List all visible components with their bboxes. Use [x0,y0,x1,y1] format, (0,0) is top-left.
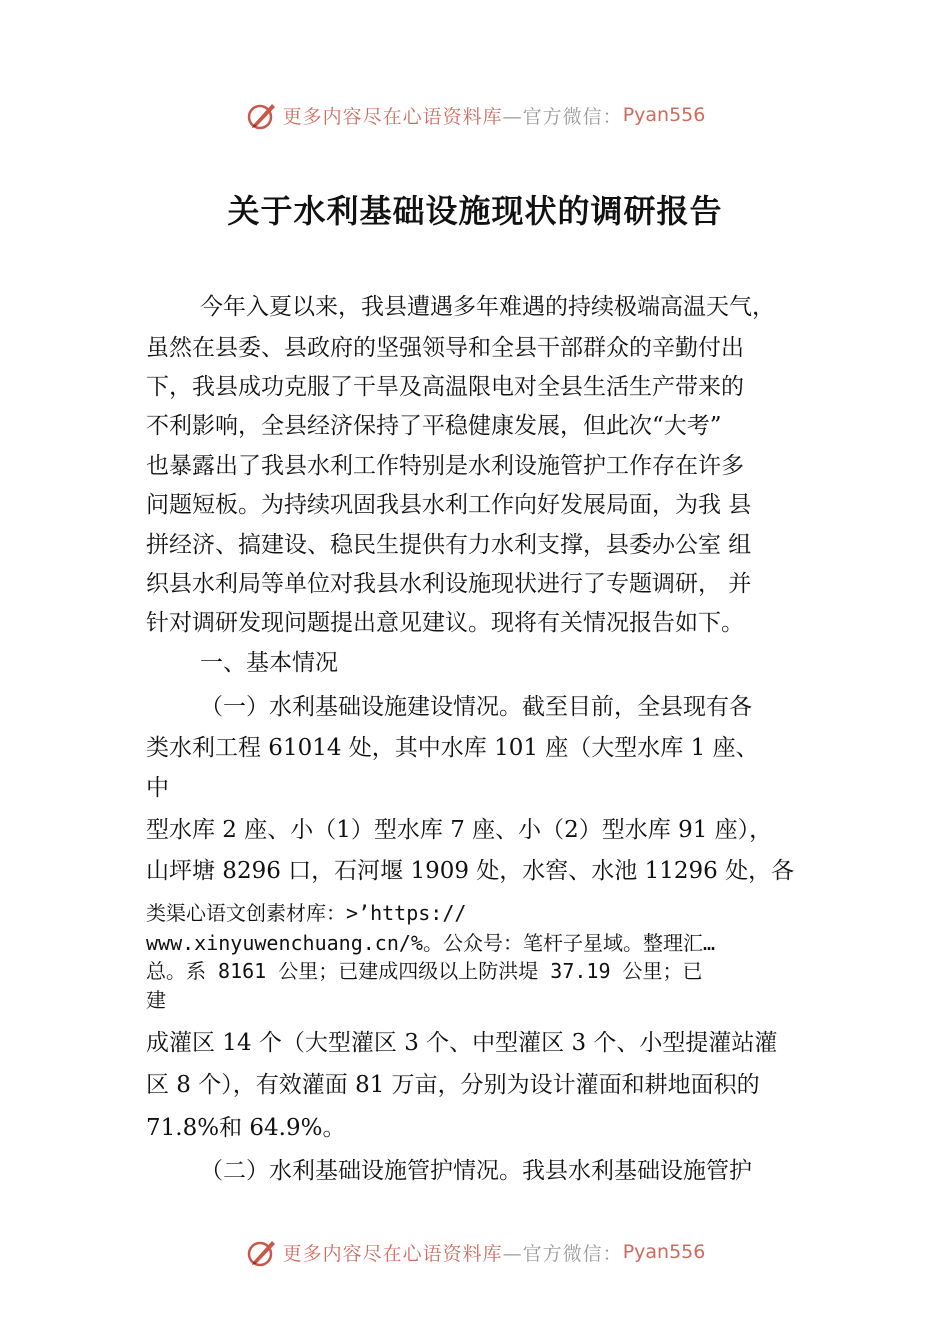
section-heading: 一、基本情况 [200,650,338,676]
header-watermark [0,95,950,135]
body-line: （一）水利基础设施建设情况。截至目前，全县现有各 [200,694,752,720]
footer-watermark [0,1232,950,1272]
body-line: 山坪塘 8296 口，石河堰 1909 处，水窖、水池 11296 处，各 [146,858,795,884]
body-line: 拼经济、搞建设、稳民生提供有力水利支撑，县委办公室 组 [146,532,752,558]
document-title: 关于水利基础设施现状的调研报告 [227,192,723,230]
body-line: 中 [146,775,169,801]
body-line: 型水库 2 座、小（1）型水库 7 座、小（2）型水库 91 座）， [146,817,773,843]
body-line: 总。系 8161 公里；已建成四级以上防洪堤 37.19 公里；已 [146,959,703,983]
body-line: 类渠心语文创素材库：>’https:// [146,901,467,925]
body-line: （二）水利基础设施管护情况。我县水利基础设施管护 [200,1158,752,1184]
watermark-wechat-id: Pyan556 [622,104,706,126]
body-line: 不利影响，全县经济保持了平稳健康发展，但此次“大考” [146,413,722,439]
body-line: 下，我县成功克服了干旱及高温限电对全县生活生产带来的 [146,374,744,400]
pen-logo-icon [245,1235,279,1269]
watermark-tail: —官方微信： [502,1242,623,1265]
body-line: 成灌区 14 个（大型灌区 3 个、中型灌区 3 个、小型提灌站灌 [146,1030,778,1056]
body-line: 区 8 个），有效灌面 81 万亩，分别为设计灌面和耕地面积的 [146,1072,760,1098]
watermark-tail: —官方微信： [502,105,623,128]
body-line: 71.8%和 64.9%。 [146,1115,346,1141]
body-line: 类水利工程 61014 处，其中水库 101 座（大型水库 1 座、 [146,735,759,761]
body-line: 问题短板。为持续巩固我县水利工作向好发展局面，为我 县 [146,492,752,518]
body-line: 针对调研发现问题提出意见建议。现将有关情况报告如下。 [146,610,744,636]
watermark-text: 更多内容尽在心语资料库 [282,1242,503,1265]
pen-logo-icon [245,98,279,132]
body-line: www.xinyuwenchuang.cn/%。公众号：笔杆子星域。整理汇… [146,931,715,955]
body-line: 今年入夏以来，我县遭遇多年难遇的持续极端高温天气， [200,294,775,320]
body-line: 织县水利局等单位对我县水利设施现状进行了专题调研， 并 [146,571,752,597]
body-line: 虽然在县委、县政府的坚强领导和全县干部群众的辛勤付出 [146,335,744,361]
body-line: 也暴露出了我县水利工作特别是水利设施管护工作存在许多 [146,453,744,479]
watermark-text: 更多内容尽在心语资料库 [282,105,503,128]
watermark-wechat-id: Pyan556 [622,1241,706,1263]
body-line: 建 [146,988,166,1012]
